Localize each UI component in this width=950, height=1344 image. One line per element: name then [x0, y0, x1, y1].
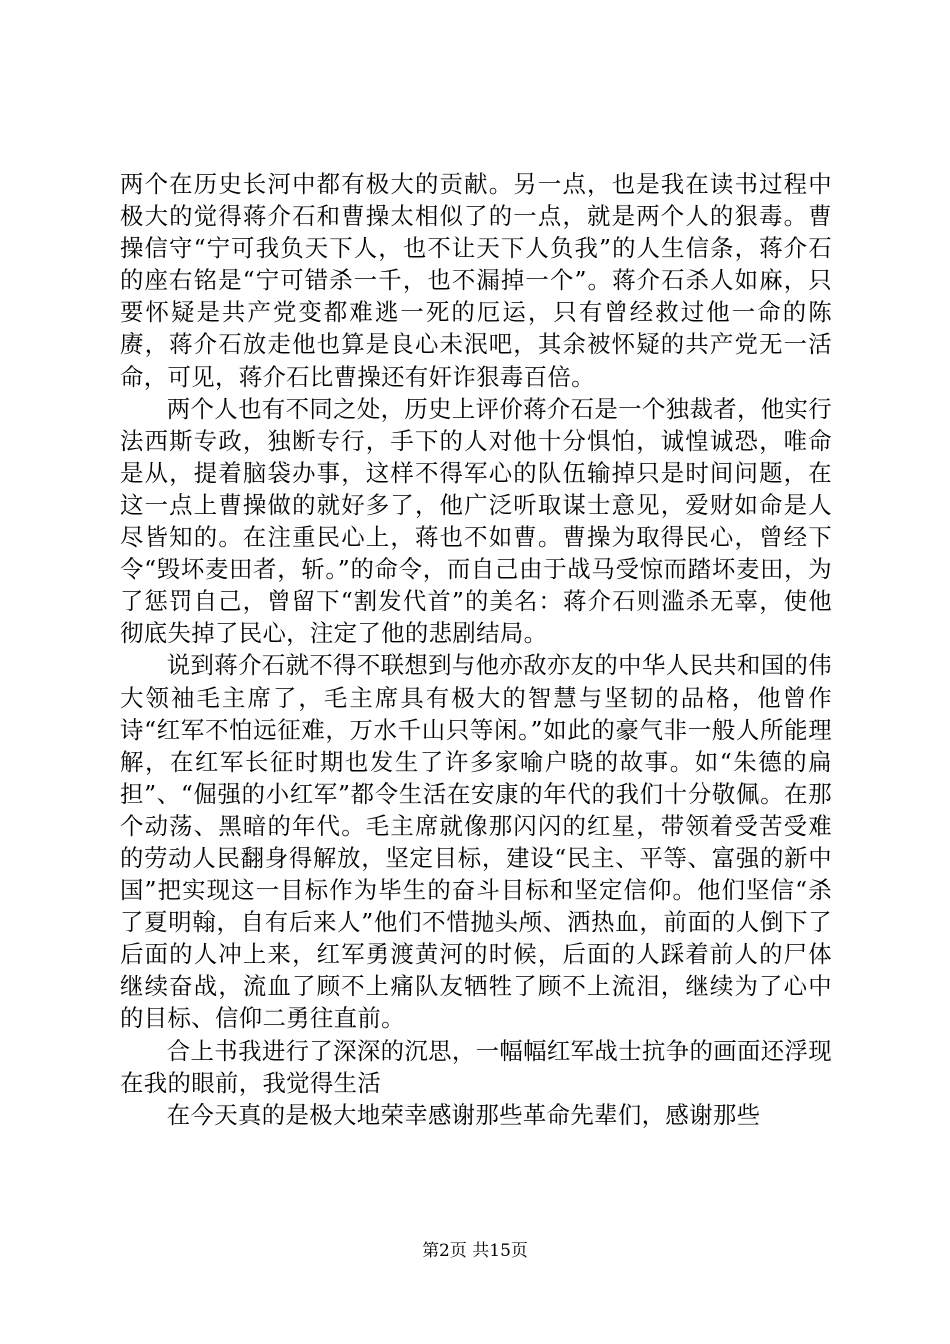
paragraph: 合上书我进行了深深的沉思，一幅幅红军战士抗争的画面还浮现在我的眼前，我觉得生活 [120, 1036, 832, 1097]
page-footer [0, 1240, 950, 1262]
page-number-label: 第2页 共15页 [422, 1241, 528, 1261]
paragraph: 说到蒋介石就不得不联想到与他亦敌亦友的中华人民共和国的伟大领袖毛主席了，毛主席具有极大的智慧与坚韧的品格，他曾作诗“红军不怕远征难，万水千山只等闲。”如此的豪气非一般人所能理解，在红军长征时期也发生了许多家喻户晓的故事。如“朱德的扁担”、“倔强的小红军”都令生活在安康的年代的我们十分敬佩。在那个动荡、黑暗的年代。毛主席就像那闪闪的红星，带领着受苦受难的劳动人民翻身得解放，坚定目标，建设“民主、平等、富强的新中国”把实现这一目标作为毕生的奋斗目标和坚定信仰。他们坚信“杀了夏明翰，自有后来人”他们不惜抛头颅、洒热血，前面的人倒下了后面的人冲上来，红军勇渡黄河的时候，后面的人踩着前人的尸体继续奋战，流血了顾不上痛队友牺牲了顾不上流泪，继续为了心中的目标、信仰二勇往直前。 [120, 651, 832, 1033]
paragraph: 两个人也有不同之处，历史上评价蒋介石是一个独裁者，他实行法西斯专政，独断专行，手下的人对他十分惧怕，诚惶诚恐，唯命是从，提着脑袋办事，这样不得军心的队伍输掉只是时间问题，在这一点上曹操做的就好多了，他广泛听取谋士意见，爱财如命是人尽皆知的。在注重民心上，蒋也不如曹。曹操为取得民心，曾经下令“毁坏麦田者，斩。”的命令，而自己由于战马受惊而踏坏麦田，为了惩罚自己，曾留下“割发代首”的美名：蒋介石则滥杀无辜，使他彻底失掉了民心，注定了他的悲剧结局。 [120, 394, 832, 648]
paragraph: 在今天真的是极大地荣幸感谢那些革命先辈们，感谢那些 [166, 1100, 761, 1129]
document-body [120, 168, 832, 1131]
paragraph-continuation: 两个在历史长河中都有极大的贡献。另一点，也是我在读书过程中极大的觉得蒋介石和曹操太相似了的一点，就是两个人的狠毒。曹操信守“宁可我负天下人，也不让天下人负我”的人生信条，蒋介石的座右铭是“宁可错杀一千，也不漏掉一个”。蒋介石杀人如麻，只要怀疑是共产党变都难逃一死的厄运，只有曾经救过他一命的陈赓，蒋介石放走他也算是良心未泯吧，其余被怀疑的共产党无一活命，可见，蒋介石比曹操还有奸诈狠毒百倍。 [120, 170, 832, 391]
